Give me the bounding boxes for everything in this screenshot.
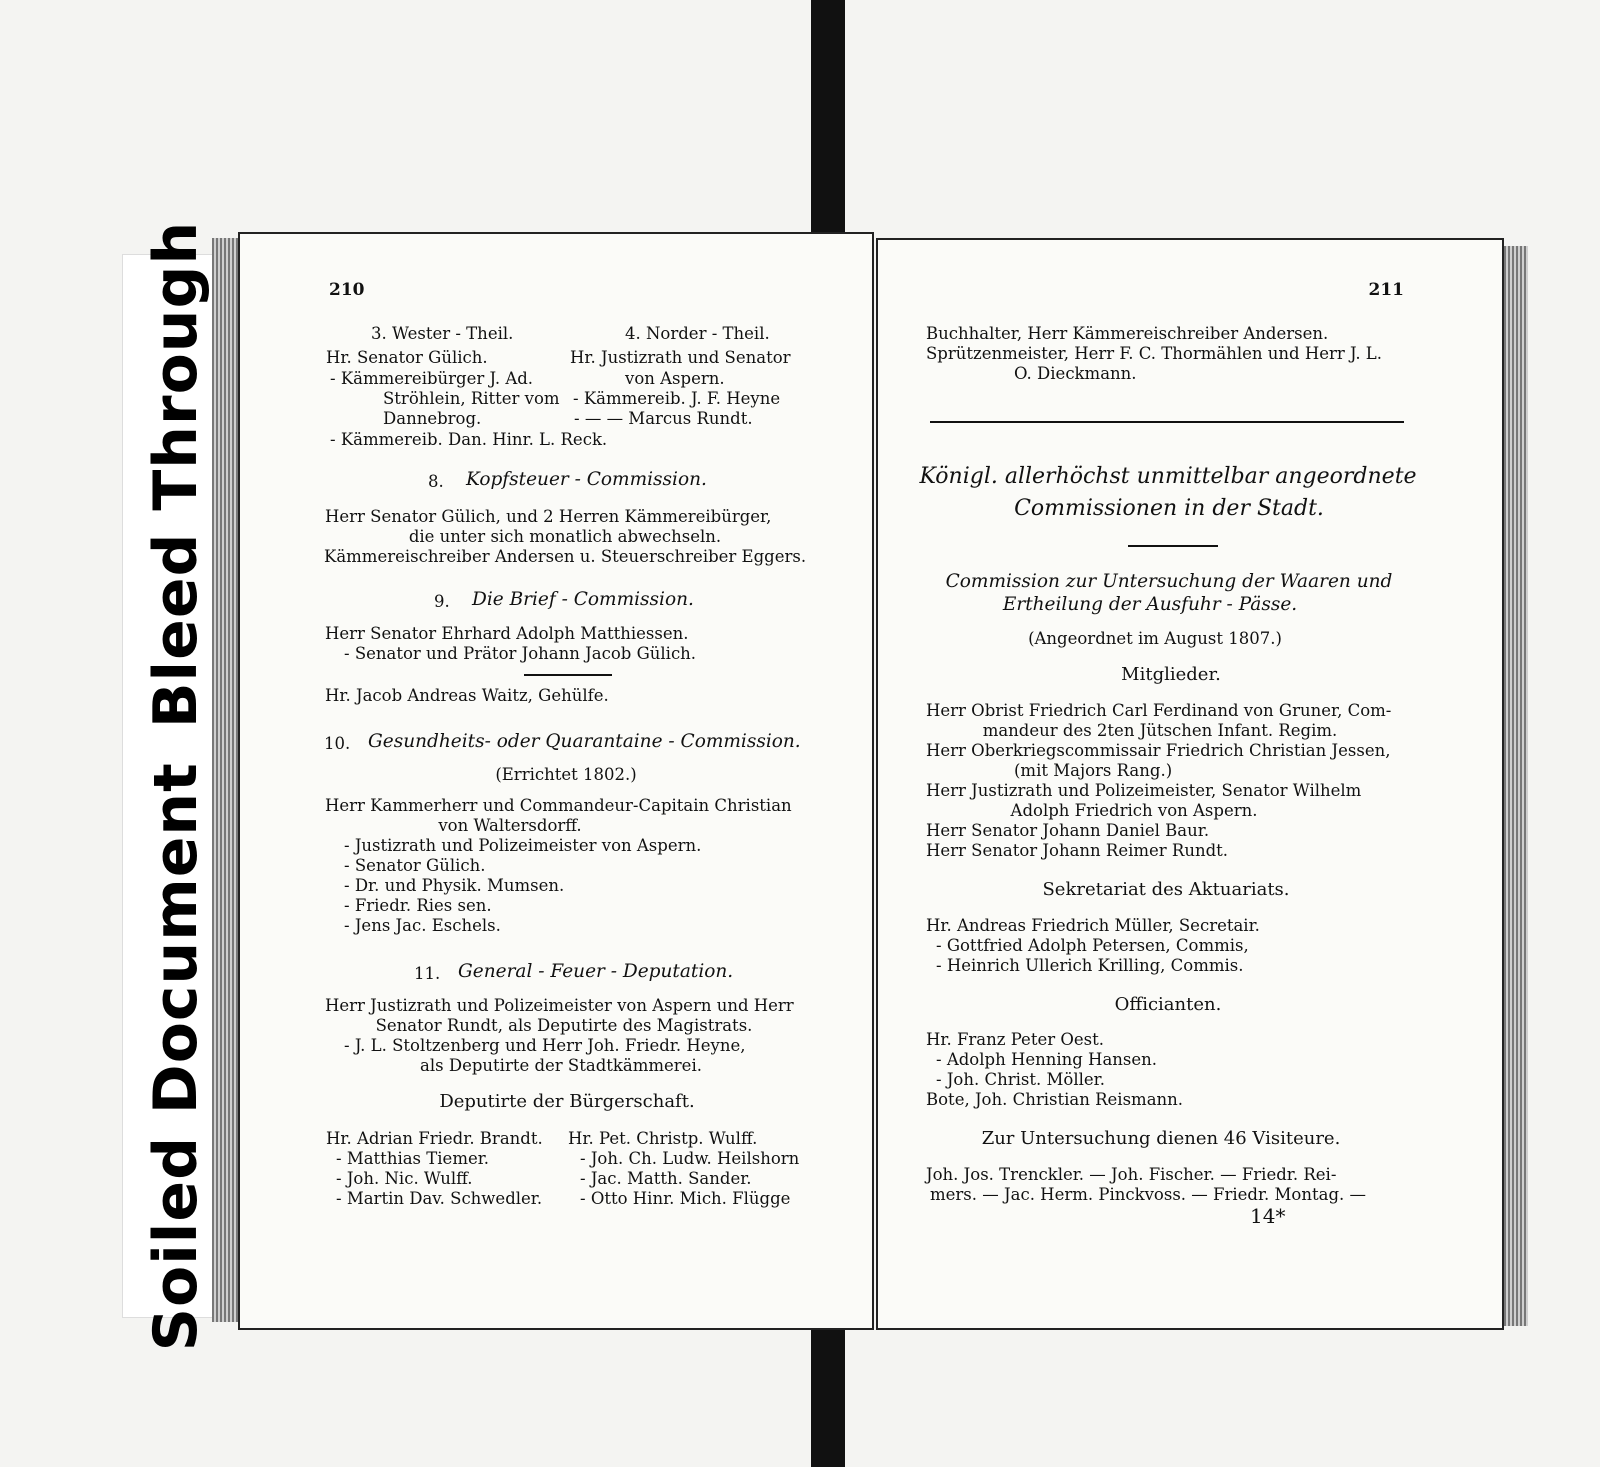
text-line: Herr Obrist Friedrich Carl Ferdinand von Gruner, Com- — [926, 701, 1392, 720]
text-line: Hr. Pet. Christp. Wulff. — [568, 1129, 758, 1148]
text-line: - Adolph Henning Hansen. — [936, 1050, 1158, 1069]
text-line: Senator Rundt, als Deputirte des Magistrats. — [375, 1016, 753, 1035]
main-heading: Commissionen in der Stadt. — [1014, 496, 1324, 521]
section-heading: General - Feuer - Deputation. — [458, 961, 734, 982]
section-heading: Deputirte der Bürgerschaft. — [439, 1091, 695, 1112]
text-line: - Jac. Matth. Sander. — [580, 1169, 752, 1188]
text-line: Herr Senator Johann Daniel Baur. — [926, 821, 1210, 840]
section-heading: Ertheilung der Ausfuhr - Pässe. — [1002, 594, 1298, 615]
stamp-label-bleed: Bleed Through — [141, 220, 211, 729]
column-heading: 3. Wester - Theil. — [371, 324, 514, 343]
text-line: - Joh. Christ. Möller. — [936, 1070, 1105, 1089]
signature-mark: 14* — [1250, 1204, 1286, 1228]
text-line: Ströhlein, Ritter vom — [383, 389, 560, 408]
divider — [524, 674, 612, 676]
text-line: Adolph Friedrich von Aspern. — [1010, 801, 1258, 820]
text-line: - — — Marcus Rundt. — [574, 409, 753, 428]
section-note: (Errichtet 1802.) — [495, 765, 637, 784]
text-line: Herr Senator Gülich, und 2 Herren Kämmereibürger, — [325, 507, 772, 526]
text-line: Joh. Jos. Trenckler. — Joh. Fischer. — Friedr. Rei- — [926, 1165, 1337, 1184]
text-line: von Waltersdorff. — [438, 816, 582, 835]
divider — [930, 421, 1404, 423]
text-line: - Joh. Nic. Wulff. — [336, 1169, 473, 1188]
page-number: 211 — [1368, 280, 1404, 300]
text-line: als Deputirte der Stadtkämmerei. — [420, 1056, 702, 1075]
text-line: mandeur des 2ten Jütschen Infant. Regim. — [982, 721, 1338, 740]
section-heading: Die Brief - Commission. — [472, 589, 694, 610]
section-heading: Gesundheits- oder Quarantaine - Commission. — [368, 731, 801, 752]
section-number: 10. — [324, 734, 351, 753]
section-heading: Officianten. — [1114, 994, 1222, 1015]
text-line: Bote, Joh. Christian Reismann. — [926, 1090, 1184, 1109]
right-page — [876, 238, 1504, 1330]
text-line: - Justizrath und Polizeimeister von Aspern. — [344, 836, 702, 855]
condition-stamp-text — [141, 221, 211, 1351]
book-binding-top — [811, 0, 845, 232]
section-number: 9. — [434, 592, 450, 611]
text-line: Buchhalter, Herr Kämmereischreiber Andersen. — [926, 324, 1329, 343]
text-line: die unter sich monatlich abwechseln. — [408, 527, 722, 546]
text-line: - Kämmereib. Dan. Hinr. L. Reck. — [330, 430, 608, 449]
text-line: Sprützenmeister, Herr F. C. Thormählen und Herr J. L. — [926, 344, 1383, 363]
book-binding-bottom — [811, 1322, 845, 1467]
column-heading: 4. Norder - Theil. — [625, 324, 770, 343]
text-line: - Martin Dav. Schwedler. — [336, 1189, 543, 1208]
left-page — [238, 232, 874, 1330]
text-line: - Gottfried Adolph Petersen, Commis, — [936, 936, 1249, 955]
text-line: Herr Kammerherr und Commandeur-Capitain Christian — [325, 796, 792, 815]
page-number: 210 — [329, 280, 365, 300]
text-line: - Matthias Tiemer. — [336, 1149, 490, 1168]
text-line: - Jens Jac. Eschels. — [344, 916, 501, 935]
left-page-edges — [212, 238, 238, 1322]
section-number: 11. — [414, 964, 441, 983]
section-number: 8. — [428, 472, 444, 491]
section-heading: Commission zur Untersuchung der Waaren und — [945, 571, 1393, 592]
text-line: - Heinrich Ullerich Krilling, Commis. — [936, 956, 1244, 975]
text-line: - Kämmereibürger J. Ad. — [330, 369, 534, 388]
section-heading: Mitglieder. — [1121, 664, 1221, 685]
text-line: von Aspern. — [625, 369, 725, 388]
text-line: Herr Senator Ehrhard Adolph Matthiessen. — [325, 624, 689, 643]
text-line: Hr. Adrian Friedr. Brandt. — [326, 1129, 543, 1148]
main-heading: Königl. allerhöchst unmittelbar angeordnete — [919, 464, 1417, 489]
text-line: - Kämmereib. J. F. Heyne — [573, 389, 781, 408]
text-line: Hr. Franz Peter Oest. — [926, 1030, 1104, 1049]
text-line: Kämmereischreiber Andersen u. Steuerschreiber Eggers. — [324, 547, 807, 566]
text-line: Hr. Justizrath und Senator — [570, 348, 791, 367]
section-note: (Angeordnet im August 1807.) — [1028, 629, 1282, 648]
text-line: (mit Majors Rang.) — [1014, 761, 1173, 780]
text-line: mers. — Jac. Herm. Pinckvoss. — Friedr. Montag. — — [930, 1185, 1367, 1204]
text-line: Hr. Senator Gülich. — [326, 348, 488, 367]
text-line: - Senator Gülich. — [344, 856, 486, 875]
text-line: Herr Senator Johann Reimer Rundt. — [926, 841, 1229, 860]
text-line: Hr. Jacob Andreas Waitz, Gehülfe. — [325, 686, 609, 705]
text-line: O. Dieckmann. — [1014, 364, 1137, 383]
text-line: - Friedr. Ries sen. — [344, 896, 492, 915]
section-heading: Sekretariat des Aktuariats. — [1042, 879, 1290, 900]
text-line: - Dr. und Physik. Mumsen. — [344, 876, 565, 895]
text-line: - J. L. Stoltzenberg und Herr Joh. Friedr. Heyne, — [344, 1036, 746, 1055]
section-heading: Zur Untersuchung dienen 46 Visiteure. — [981, 1128, 1341, 1149]
text-line: Herr Justizrath und Polizeimeister von Aspern und Herr — [325, 996, 794, 1015]
text-line: - Joh. Ch. Ludw. Heilshorn — [580, 1149, 800, 1168]
section-heading: Kopfsteuer - Commission. — [466, 469, 707, 490]
text-line: - Otto Hinr. Mich. Flügge — [580, 1189, 791, 1208]
text-line: Herr Oberkriegscommissair Friedrich Christian Jessen, — [926, 741, 1391, 760]
text-line: Dannebrog. — [383, 409, 482, 428]
text-line: Herr Justizrath und Polizeimeister, Senator Wilhelm — [926, 781, 1362, 800]
divider — [1128, 545, 1218, 547]
text-line: Hr. Andreas Friedrich Müller, Secretair. — [926, 916, 1260, 935]
stamp-label-soiled: Soiled Document — [141, 762, 211, 1352]
text-line: - Senator und Prätor Johann Jacob Gülich. — [344, 644, 697, 663]
